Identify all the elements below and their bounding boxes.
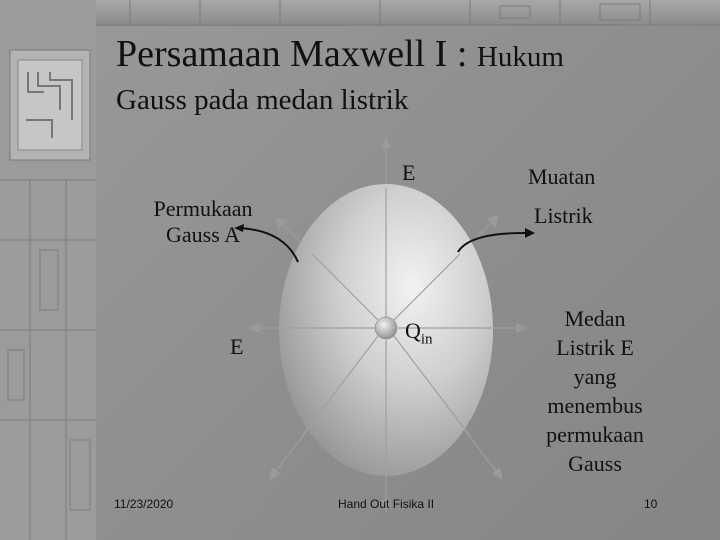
field-description-line: menembus: [547, 393, 643, 418]
field-description: [520, 304, 670, 478]
field-label-left: E: [230, 334, 244, 359]
charge-label-line2: Listrik: [534, 203, 593, 228]
charge-symbol-main: Q: [405, 318, 421, 343]
title-main: Persamaan Maxwell I :: [116, 33, 477, 75]
field-description-line: Listrik E: [556, 335, 634, 360]
gauss-surface-label: [138, 196, 268, 248]
gauss-surface-label-line2: Gauss A: [166, 222, 240, 247]
charge-label-line1: Muatan: [528, 164, 596, 189]
footer-title: Hand Out Fisika II: [338, 497, 435, 511]
charge-icon: [375, 317, 397, 339]
field-description-line: permukaan: [546, 422, 644, 447]
slide-subtitle: Gauss pada medan listrik: [116, 84, 409, 116]
field-label-top: E: [402, 160, 416, 185]
field-description-line: yang: [573, 364, 617, 389]
field-description-line: Medan: [564, 306, 626, 331]
charge-symbol-subscript: in: [420, 331, 433, 348]
field-description-line: Gauss: [568, 451, 622, 476]
charge-symbol: [405, 318, 433, 348]
slide-title: [116, 32, 564, 76]
gauss-surface-label-line1: Permukaan: [153, 196, 253, 221]
title-continuation: Hukum: [476, 41, 564, 73]
page-number: 10: [644, 497, 658, 511]
footer-date: 11/23/2020: [114, 497, 174, 511]
